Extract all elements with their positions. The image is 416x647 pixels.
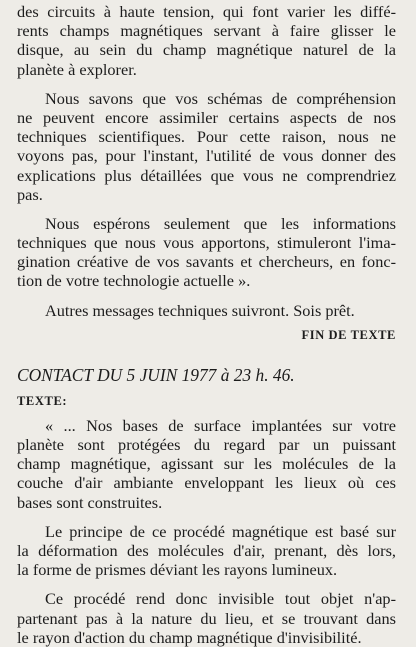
text-line: Ce procédé rend donc invisible tout objet n'ap- xyxy=(45,589,396,609)
paragraph-procede xyxy=(17,589,396,647)
text-line: techniques que nous vous apportons, stimuleront l'ima- xyxy=(17,233,396,253)
text-line: explications plus détaillées que vous ne comprendriez xyxy=(17,165,396,185)
paragraph-esperons xyxy=(17,214,396,291)
text-line: voyons pas, pour l'instant, l'utilité de vous donner des xyxy=(17,146,396,166)
text-line: rents champs magnétiques servant à faire glisser le xyxy=(17,21,396,41)
text-line: Nous savons que vos schémas de compréhension xyxy=(45,88,396,108)
text-line: disque, au sein du champ magnétique naturel de la xyxy=(17,40,396,60)
text-line: techniques scientifiques. Pour cette raison, nous ne xyxy=(17,127,396,147)
texte-label: TEXTE: xyxy=(17,393,68,408)
paragraph-autres-messages xyxy=(17,301,396,320)
text-line: « ... Nos bases de surface implantées sur votre xyxy=(45,415,396,435)
paragraph-circuits xyxy=(17,2,396,79)
text-line: pas. xyxy=(17,184,43,204)
text-line: des circuits à haute tension, qui font varier les diffé- xyxy=(17,2,396,21)
text-line: la déformation des molécules d'air, prenant, dès lors, xyxy=(17,540,396,560)
paragraph-bases-surface xyxy=(17,416,396,512)
text-line: Le principe de ce procédé magnétique est basé sur xyxy=(45,521,396,541)
text-line: gination créative de vos savants et chercheurs, en fonc- xyxy=(17,252,396,272)
text-line: Nous espérons seulement que les informations xyxy=(45,213,396,233)
text-line: le rayon d'action du champ magnétique d'invisibilité. xyxy=(17,627,362,647)
text-line: la forme de prismes déviant les rayons lumineux. xyxy=(17,560,338,580)
text-line: tion de votre technologie actuelle ». xyxy=(17,271,251,291)
contact-heading: CONTACT DU 5 JUIN 1977 à 23 h. 46. xyxy=(17,364,295,385)
fin-de-texte-label: FIN DE TEXTE xyxy=(301,327,396,342)
text-line: planète sont protégées du regard par un puissant xyxy=(17,435,396,454)
text-line: planète à explorer. xyxy=(17,59,137,79)
paragraph-schemas xyxy=(17,89,396,204)
text-line: couche d'air ambiante enveloppant les lieux où ces xyxy=(17,473,396,493)
text-line: Autres messages techniques suivront. Sois prêt. xyxy=(45,300,355,320)
paragraph-principe xyxy=(17,522,396,580)
text-line: partenant pas à la nature du lieu, et se trouvant dans xyxy=(17,608,396,628)
text-line: bases sont construites. xyxy=(17,492,163,512)
text-line: champ magnétique, agissant sur les molécules de la xyxy=(17,454,396,474)
text-line: ne peuvent encore assimiler certains aspects de nos xyxy=(17,107,396,127)
